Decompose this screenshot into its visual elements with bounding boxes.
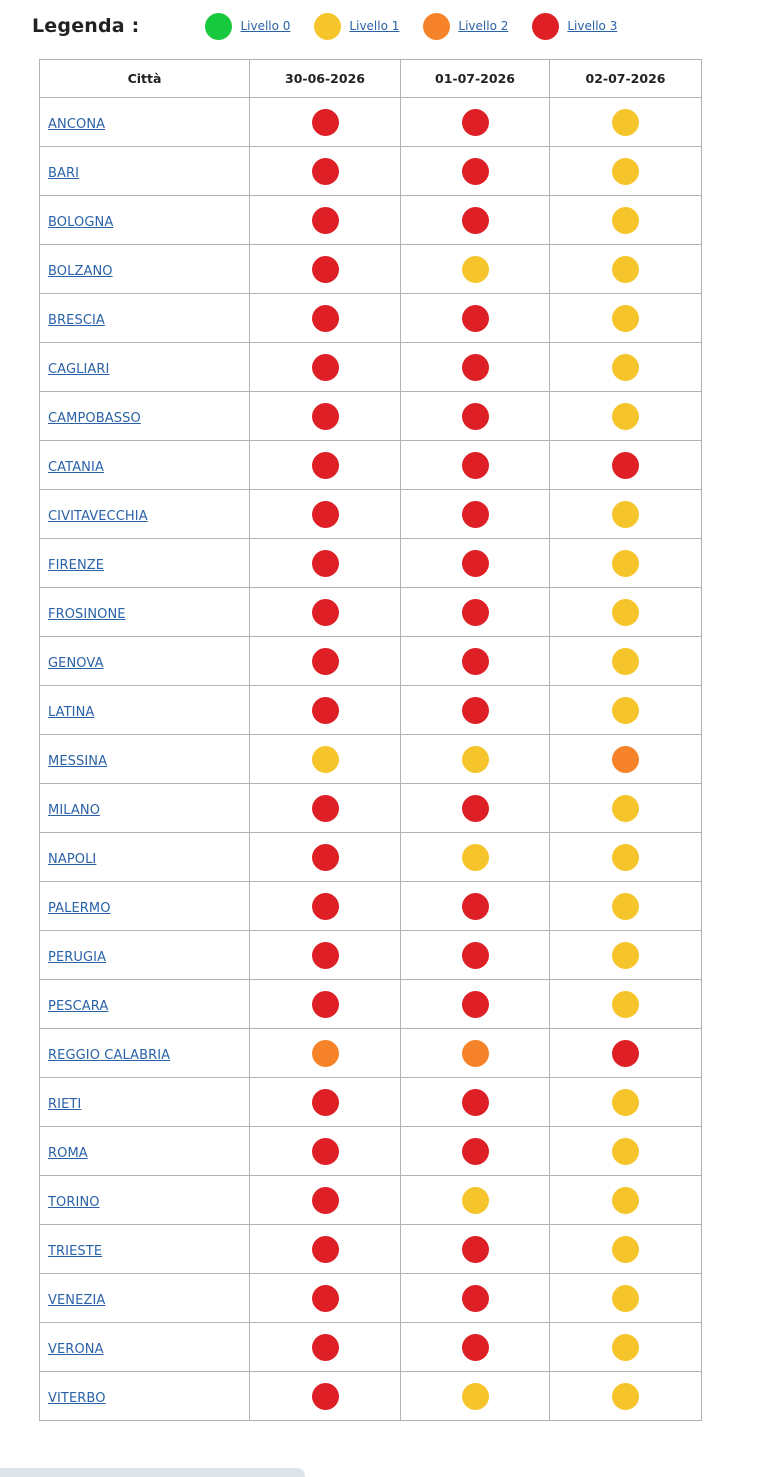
column-header-date-1: 30-06-2026 — [250, 60, 401, 98]
city-cell — [40, 980, 250, 1029]
table-row — [40, 784, 702, 833]
city-cell — [40, 343, 250, 392]
legend-item-level-0 — [205, 13, 314, 40]
level-dot-icon — [612, 501, 639, 528]
level-cell — [550, 490, 702, 539]
level-cell — [401, 245, 550, 294]
level-dot-icon — [462, 599, 489, 626]
level-dot-icon — [612, 550, 639, 577]
city-link[interactable]: CIVITAVECCHIA — [48, 508, 148, 524]
city-link[interactable]: LATINA — [48, 704, 95, 720]
legend-dot-icon — [205, 13, 232, 40]
level-cell — [250, 588, 401, 637]
level-cell — [550, 686, 702, 735]
city-cell — [40, 735, 250, 784]
table-row — [40, 245, 702, 294]
level-cell — [401, 1029, 550, 1078]
city-link[interactable]: MESSINA — [48, 753, 108, 769]
table-row — [40, 882, 702, 931]
level-dot-icon — [312, 599, 339, 626]
city-cell — [40, 686, 250, 735]
level-cell — [550, 931, 702, 980]
level-dot-icon — [312, 256, 339, 283]
legend-link-level-3[interactable]: Livello 3 — [567, 19, 618, 33]
level-dot-icon — [612, 648, 639, 675]
legend-dot-icon — [532, 13, 559, 40]
level-dot-icon — [462, 501, 489, 528]
city-cell — [40, 147, 250, 196]
level-cell — [550, 294, 702, 343]
level-cell — [250, 1127, 401, 1176]
table-row — [40, 637, 702, 686]
table-row — [40, 931, 702, 980]
level-cell — [250, 980, 401, 1029]
level-dot-icon — [612, 1236, 639, 1263]
level-cell — [401, 539, 550, 588]
level-dot-icon — [312, 354, 339, 381]
level-dot-icon — [462, 1383, 489, 1410]
city-link[interactable]: VERONA — [48, 1341, 104, 1357]
level-dot-icon — [612, 599, 639, 626]
city-link[interactable]: FROSINONE — [48, 606, 126, 622]
level-dot-icon — [612, 354, 639, 381]
level-dot-icon — [612, 746, 639, 773]
city-link[interactable]: CAMPOBASSO — [48, 410, 141, 426]
city-cell — [40, 294, 250, 343]
level-cell — [250, 686, 401, 735]
level-cell — [401, 1176, 550, 1225]
level-dot-icon — [462, 795, 489, 822]
level-dot-icon — [462, 746, 489, 773]
table-row — [40, 686, 702, 735]
city-cell — [40, 245, 250, 294]
city-link[interactable]: PERUGIA — [48, 949, 107, 965]
table-row — [40, 1274, 702, 1323]
level-cell — [550, 98, 702, 147]
city-cell — [40, 1078, 250, 1127]
level-cell — [401, 1225, 550, 1274]
level-dot-icon — [612, 1138, 639, 1165]
city-cell — [40, 1176, 250, 1225]
city-cell — [40, 931, 250, 980]
level-cell — [550, 1029, 702, 1078]
level-dot-icon — [312, 991, 339, 1018]
level-dot-icon — [612, 452, 639, 479]
level-cell — [550, 1225, 702, 1274]
level-cell — [401, 1078, 550, 1127]
level-cell — [550, 392, 702, 441]
level-dot-icon — [462, 403, 489, 430]
table-row — [40, 1078, 702, 1127]
city-cell — [40, 1323, 250, 1372]
city-link[interactable]: BARI — [48, 165, 80, 181]
column-header-date-3: 02-07-2026 — [550, 60, 702, 98]
level-cell — [401, 784, 550, 833]
city-link[interactable]: ROMA — [48, 1145, 88, 1161]
table-row — [40, 980, 702, 1029]
level-dot-icon — [462, 354, 489, 381]
level-dot-icon — [612, 1089, 639, 1116]
column-header-date-2: 01-07-2026 — [401, 60, 550, 98]
table-row — [40, 1225, 702, 1274]
level-cell — [250, 637, 401, 686]
level-dot-icon — [312, 158, 339, 185]
table-header-row — [40, 60, 702, 98]
level-dot-icon — [612, 844, 639, 871]
city-cell — [40, 1029, 250, 1078]
level-dot-icon — [612, 1040, 639, 1067]
legend-item-level-1 — [314, 13, 423, 40]
level-cell — [550, 245, 702, 294]
level-dot-icon — [612, 893, 639, 920]
level-cell — [250, 1323, 401, 1372]
level-cell — [250, 833, 401, 882]
table-row — [40, 588, 702, 637]
level-dot-icon — [312, 893, 339, 920]
city-cell — [40, 1225, 250, 1274]
city-link[interactable]: BOLOGNA — [48, 214, 114, 230]
level-cell — [250, 1372, 401, 1421]
level-cell — [401, 343, 550, 392]
level-cell — [401, 980, 550, 1029]
level-cell — [250, 392, 401, 441]
level-cell — [550, 1274, 702, 1323]
city-link[interactable]: CAGLIARI — [48, 361, 110, 377]
level-cell — [250, 196, 401, 245]
city-cell — [40, 196, 250, 245]
table-row — [40, 1323, 702, 1372]
city-link[interactable]: VITERBO — [48, 1390, 106, 1406]
city-cell — [40, 882, 250, 931]
table-row — [40, 98, 702, 147]
table-row — [40, 196, 702, 245]
level-cell — [401, 1372, 550, 1421]
level-dot-icon — [462, 1089, 489, 1116]
table-row — [40, 1127, 702, 1176]
city-link[interactable]: FIRENZE — [48, 557, 105, 573]
table-row — [40, 1176, 702, 1225]
level-dot-icon — [312, 795, 339, 822]
level-cell — [250, 490, 401, 539]
level-cell — [550, 539, 702, 588]
level-cell — [250, 931, 401, 980]
city-cell — [40, 539, 250, 588]
level-cell — [550, 1323, 702, 1372]
level-cell — [550, 588, 702, 637]
table-row — [40, 147, 702, 196]
level-dot-icon — [612, 991, 639, 1018]
level-dot-icon — [612, 256, 639, 283]
legend-items — [205, 13, 641, 40]
level-dot-icon — [312, 1236, 339, 1263]
level-cell — [250, 294, 401, 343]
level-cell — [250, 343, 401, 392]
level-cell — [401, 931, 550, 980]
level-dot-icon — [462, 550, 489, 577]
level-dot-icon — [462, 1138, 489, 1165]
level-dot-icon — [462, 158, 489, 185]
table-body — [40, 98, 702, 1421]
level-dot-icon — [612, 158, 639, 185]
level-dot-icon — [312, 305, 339, 332]
legend-dot-icon — [423, 13, 450, 40]
level-cell — [401, 833, 550, 882]
level-cell — [250, 245, 401, 294]
level-dot-icon — [312, 207, 339, 234]
level-dot-icon — [462, 893, 489, 920]
city-link[interactable]: TRIESTE — [48, 1243, 103, 1259]
city-link[interactable]: BOLZANO — [48, 263, 113, 279]
level-dot-icon — [312, 1383, 339, 1410]
level-cell — [550, 1372, 702, 1421]
level-dot-icon — [462, 305, 489, 332]
level-dot-icon — [312, 1040, 339, 1067]
level-dot-icon — [462, 844, 489, 871]
level-dot-icon — [462, 991, 489, 1018]
level-dot-icon — [462, 942, 489, 969]
level-dot-icon — [612, 305, 639, 332]
table-row — [40, 1029, 702, 1078]
level-cell — [401, 196, 550, 245]
level-cell — [250, 735, 401, 784]
level-cell — [550, 833, 702, 882]
level-cell — [401, 1323, 550, 1372]
level-cell — [401, 490, 550, 539]
level-cell — [550, 882, 702, 931]
city-link[interactable]: TORINO — [48, 1194, 100, 1210]
city-link[interactable]: RIETI — [48, 1096, 82, 1112]
city-link[interactable]: BRESCIA — [48, 312, 105, 328]
level-cell — [550, 1078, 702, 1127]
level-cell — [401, 1274, 550, 1323]
level-dot-icon — [462, 1040, 489, 1067]
level-dot-icon — [462, 109, 489, 136]
city-link[interactable]: MILANO — [48, 802, 101, 818]
legend-link-level-0[interactable]: Livello 0 — [240, 19, 291, 33]
level-cell — [550, 147, 702, 196]
level-dot-icon — [312, 1334, 339, 1361]
table-row — [40, 392, 702, 441]
level-cell — [550, 441, 702, 490]
level-cell — [250, 1176, 401, 1225]
legend-dot-icon — [314, 13, 341, 40]
level-cell — [550, 196, 702, 245]
level-cell — [250, 539, 401, 588]
level-dot-icon — [312, 746, 339, 773]
level-cell — [550, 1176, 702, 1225]
city-link[interactable]: REGGIO CALABRIA — [48, 1047, 171, 1063]
city-cell — [40, 1372, 250, 1421]
city-cell — [40, 490, 250, 539]
legend-link-level-2[interactable]: Livello 2 — [458, 19, 509, 33]
city-cell — [40, 441, 250, 490]
level-cell — [550, 980, 702, 1029]
level-dot-icon — [312, 452, 339, 479]
level-cell — [250, 1078, 401, 1127]
city-cell — [40, 1127, 250, 1176]
city-cell — [40, 637, 250, 686]
heat-level-table-wrap — [39, 59, 702, 1421]
city-link[interactable]: ANCONA — [48, 116, 106, 132]
level-cell — [401, 1127, 550, 1176]
level-cell — [550, 343, 702, 392]
level-dot-icon — [612, 795, 639, 822]
city-link[interactable]: PALERMO — [48, 900, 111, 916]
level-dot-icon — [612, 207, 639, 234]
legend — [32, 8, 641, 44]
level-cell — [401, 147, 550, 196]
level-cell — [401, 588, 550, 637]
level-cell — [401, 882, 550, 931]
level-dot-icon — [312, 501, 339, 528]
table-row — [40, 294, 702, 343]
level-dot-icon — [312, 942, 339, 969]
level-cell — [550, 735, 702, 784]
city-link[interactable]: NAPOLI — [48, 851, 97, 867]
level-cell — [250, 882, 401, 931]
level-dot-icon — [462, 1285, 489, 1312]
table-row — [40, 833, 702, 882]
level-cell — [250, 1029, 401, 1078]
level-dot-icon — [312, 697, 339, 724]
city-cell — [40, 392, 250, 441]
level-dot-icon — [462, 207, 489, 234]
level-dot-icon — [462, 452, 489, 479]
level-cell — [250, 147, 401, 196]
bottom-scroll-strip — [0, 1468, 305, 1477]
city-link[interactable]: PESCARA — [48, 998, 109, 1014]
level-dot-icon — [462, 256, 489, 283]
level-cell — [401, 735, 550, 784]
level-dot-icon — [462, 1236, 489, 1263]
city-link[interactable]: GENOVA — [48, 655, 104, 671]
level-dot-icon — [462, 697, 489, 724]
level-dot-icon — [312, 844, 339, 871]
level-cell — [250, 1225, 401, 1274]
legend-title: Legenda : — [32, 15, 140, 37]
city-cell — [40, 1274, 250, 1323]
level-cell — [550, 637, 702, 686]
level-dot-icon — [612, 942, 639, 969]
legend-item-level-2 — [423, 13, 532, 40]
level-cell — [250, 98, 401, 147]
level-dot-icon — [612, 109, 639, 136]
table-row — [40, 1372, 702, 1421]
level-cell — [401, 441, 550, 490]
level-dot-icon — [462, 648, 489, 675]
level-cell — [401, 686, 550, 735]
column-header-city: Città — [40, 60, 250, 98]
level-cell — [401, 98, 550, 147]
level-dot-icon — [612, 697, 639, 724]
city-cell — [40, 784, 250, 833]
level-dot-icon — [312, 403, 339, 430]
level-cell — [550, 784, 702, 833]
level-dot-icon — [612, 1187, 639, 1214]
city-link[interactable]: VENEZIA — [48, 1292, 106, 1308]
level-dot-icon — [612, 403, 639, 430]
table-row — [40, 735, 702, 784]
level-cell — [250, 441, 401, 490]
level-dot-icon — [612, 1334, 639, 1361]
table-row — [40, 441, 702, 490]
level-dot-icon — [312, 1089, 339, 1116]
level-dot-icon — [462, 1187, 489, 1214]
level-cell — [250, 1274, 401, 1323]
legend-link-level-1[interactable]: Livello 1 — [349, 19, 400, 33]
level-dot-icon — [312, 648, 339, 675]
level-dot-icon — [612, 1383, 639, 1410]
level-cell — [401, 637, 550, 686]
level-dot-icon — [312, 1285, 339, 1312]
level-cell — [550, 1127, 702, 1176]
heat-level-table — [39, 59, 702, 1421]
legend-item-level-3 — [532, 13, 641, 40]
table-row — [40, 539, 702, 588]
table-row — [40, 490, 702, 539]
level-cell — [401, 392, 550, 441]
level-dot-icon — [612, 1285, 639, 1312]
city-link[interactable]: CATANIA — [48, 459, 104, 475]
level-dot-icon — [312, 109, 339, 136]
city-cell — [40, 588, 250, 637]
level-cell — [250, 784, 401, 833]
city-cell — [40, 833, 250, 882]
level-dot-icon — [312, 1187, 339, 1214]
table-row — [40, 343, 702, 392]
level-dot-icon — [462, 1334, 489, 1361]
level-cell — [401, 294, 550, 343]
level-dot-icon — [312, 1138, 339, 1165]
city-cell — [40, 98, 250, 147]
level-dot-icon — [312, 550, 339, 577]
